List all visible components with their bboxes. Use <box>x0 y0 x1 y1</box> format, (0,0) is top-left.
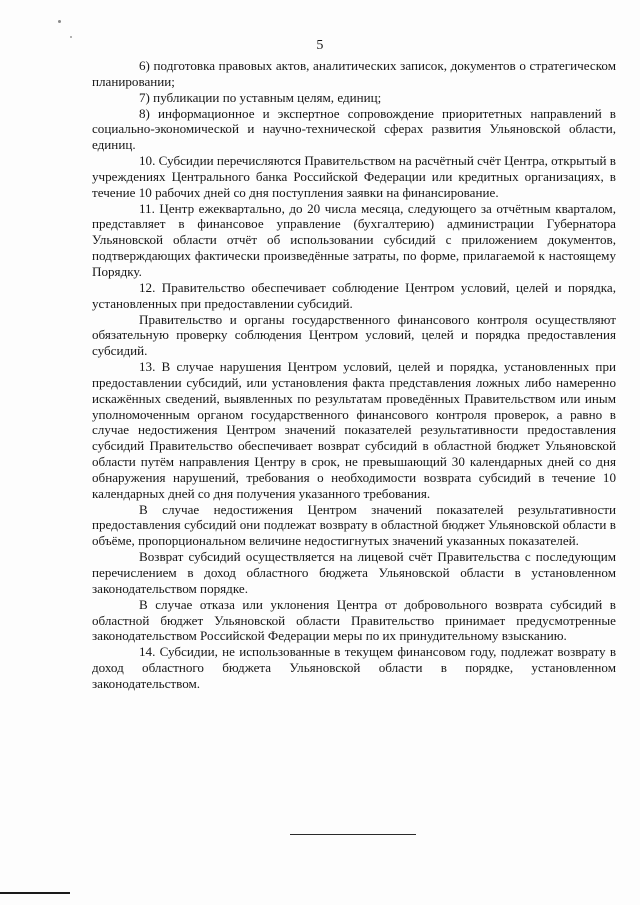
paragraph-clause-13-indicators: В случае недостижения Центром значений показателей результативности предоставления субсидий они подлежат возврату в областной бюджет Ульяновской области в объёме, пропорциональном величине недостигнутых значений указанных показателей. <box>92 501 616 549</box>
paragraph-clause-13: 13. В случае нарушения Центром условий, целей и порядка, установленных при предоставлении субсидий, или установления факта представления ложных либо намеренно искажённых сведений, выявленных по результатам проведённых Правительством или иным уполномоченным органом государственного финансового контроля проверок, а равно в случае недостижения Центром значений показателей результативности предоставления субсидий Правительство обеспечивает возврат субсидий в областной бюджет Ульяновской области путём направления Центру в срок, не превышающий 30 календарных дней со дня обнаружения нарушений, требования о необходимости возврата субсидий в течение 10 календарных дней со дня получения указанного требования. <box>92 359 616 501</box>
scan-speck <box>58 20 61 23</box>
page-number: 5 <box>316 38 324 53</box>
paragraph-clause-13-return: Возврат субсидий осуществляется на лицевой счёт Правительства с последующим перечислением в доход областного бюджета Ульяновской области в установленном законодательством порядке. <box>92 549 616 596</box>
paragraph-item-8: 8) информационное и экспертное сопровождение приоритетных направлений в социально-экономической и научно-технической сферах развития Ульяновской области, единиц. <box>92 105 616 153</box>
paragraph-item-7: 7) публикации по уставным целям, единиц; <box>139 89 382 105</box>
paragraph-clause-12-control: Правительство и органы государственного финансового контроля осуществляют обязательную проверку соблюдения Центром условий, целей и порядка предоставления субсидий. <box>92 311 616 359</box>
scan-edge-mark <box>0 892 70 894</box>
paragraph-item-6: 6) подготовка правовых актов, аналитических записок, документов о стратегическом планировании; <box>92 58 616 89</box>
paragraph-clause-11: 11. Центр ежеквартально, до 20 числа месяца, следующего за отчётным кварталом, представляет в финансовое управление (бухгалтерию) администрации Губернатора Ульяновской области отчёт об использовании субсидий с приложением документов, подтверждающих фактически произведённые затраты, по форме, прилагаемой к настоящему Порядку. <box>92 200 616 279</box>
document-body <box>92 58 616 692</box>
end-separator-line <box>290 834 416 835</box>
paragraph-clause-12: 12. Правительство обеспечивает соблюдение Центром условий, целей и порядка, установленных при предоставлении субсидий. <box>92 279 616 311</box>
paragraph-clause-13-refusal: В случае отказа или уклонения Центра от добровольного возврата субсидий в областной бюджет Ульяновской области Правительство принимает предусмотренные законодательством Российской Федерации меры по их принудительному взысканию. <box>92 596 616 644</box>
paragraph-clause-14: 14. Субсидии, не использованные в текущем финансовом году, подлежат возврату в доход областного бюджета Ульяновской области в порядке, установленном законодательством. <box>92 644 616 691</box>
paragraph-clause-10: 10. Субсидии перечисляются Правительством на расчётный счёт Центра, открытый в учреждениях Центрального банка Российской Федерации или кредитных организациях, в течение 10 рабочих дней со дня поступления заявки на финансирование. <box>92 153 616 200</box>
